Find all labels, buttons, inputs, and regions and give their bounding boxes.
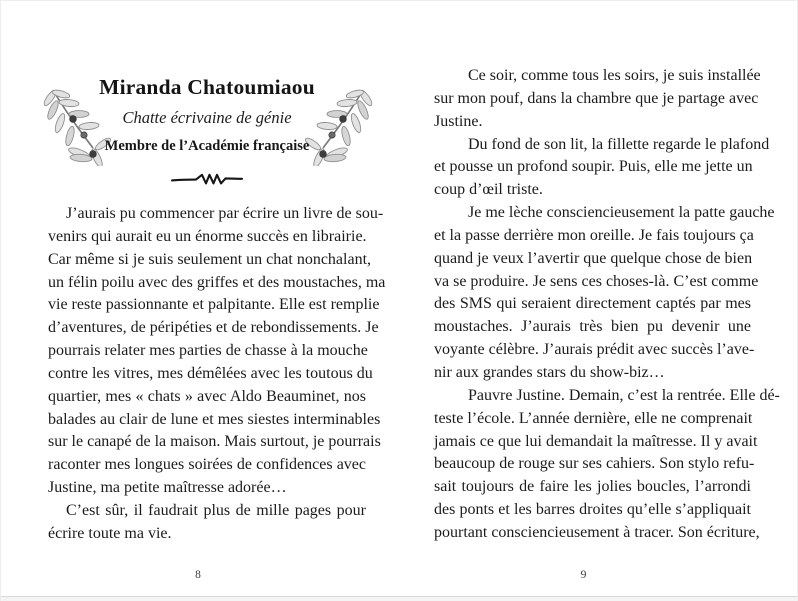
text-line: voyante célèbre. J’aurais prédit avec succès l’ave-	[434, 341, 755, 359]
text-line: un félin poilu avec des griffes et des moustaches, ma	[48, 273, 386, 291]
text-line: raconter mes longues soirées de confidences avec	[48, 456, 366, 474]
text-line: Justine, ma petite maîtresse adorée…	[48, 479, 287, 497]
text-line: teste l’école. L’année dernière, elle ne comprenait	[434, 409, 753, 427]
text-line: venirs qui aurait eu un énorme succès en librairie.	[48, 227, 367, 245]
text-line: des ponts et les barres droites qu’elle s’appliquait	[434, 501, 751, 519]
page-number-right: 9	[580, 569, 587, 581]
text-line: quartier, mes « chats » avec Aldo Beauminet, nos	[48, 387, 366, 405]
text-line: balades au clair de lune et mes siestes interminables	[48, 410, 381, 428]
text-line: Je me lèche consciencieusement la patte gauche	[468, 204, 775, 222]
text-line: moustaches. J’aurais très bien pu devenir une	[434, 318, 751, 336]
text-line: contre les vitres, mes démêlées avec les toutous du	[48, 364, 373, 382]
text-line: et pousse un profond soupir. Puis, elle me jette un	[434, 158, 753, 176]
text-line: quand je veux l’avertir que quelque chose de bien	[434, 249, 753, 267]
text-line: d’aventures, de péripéties et de rebondissements. Je	[48, 319, 379, 337]
rope-twist-divider-icon	[48, 172, 366, 192]
text-line: sur mon pouf, dans la chambre que je partage avec	[434, 89, 759, 107]
text-line: des SMS qui seraient directement captés par mes	[434, 295, 751, 313]
text-line: et la passe derrière mon oreille. Je fais toujours ça	[434, 226, 754, 244]
text-line: J’aurais pu commencer par écrire un livre de sou-	[66, 205, 384, 222]
page-right-text	[434, 65, 780, 545]
text-line: pourrais relater mes parties de chasse à la mouche	[48, 342, 368, 360]
text-line: Ce soir, comme tous les soirs, je suis installée	[468, 67, 761, 84]
text-line: nir aux grandes stars du show-biz…	[434, 363, 665, 381]
text-line: Justine.	[434, 112, 483, 130]
author-subtitle: Chatte écrivaine de génie	[122, 108, 292, 127]
text-line: C’est sûr, il faudrait plus de mille pages pour	[66, 501, 366, 519]
text-line: sait toujours de faire les jolies boucles, l’arrondi	[434, 478, 751, 496]
author-name: Miranda Chatoumiaou	[99, 75, 315, 99]
author-membership: Membre de l’Académie française	[104, 138, 310, 154]
text-line: coup d’œil triste.	[434, 181, 543, 199]
text-line: Pauvre Justine. Demain, c’est la rentrée. Elle dé-	[468, 386, 780, 404]
text-line: Car même si je suis seulement un chat nonchalant,	[48, 250, 372, 268]
text-line: pourtant consciencieusement à tracer. Son écriture,	[434, 523, 760, 541]
text-line: écrire toute ma vie.	[48, 524, 172, 542]
text-line: vie reste passionnante et palpitante. Elle est remplie	[48, 296, 380, 314]
page-right	[434, 1, 780, 601]
text-line: sur le canapé de la maison. Mais surtout, je pourrais	[48, 433, 381, 451]
text-line: jamais ce que lui demandait la maîtresse. Il y avait	[434, 432, 758, 450]
text-line: beaucoup de rouge sur ses cahiers. Son stylo refu-	[434, 455, 755, 473]
page-left-text	[48, 203, 386, 546]
text-line: Du fond de son lit, la fillette regarde le plafond	[468, 135, 770, 153]
text-line: va se produire. Je sens ces choses-là. C’est comme	[434, 272, 759, 290]
window-bottom-edge	[1, 596, 797, 601]
page-left	[48, 1, 386, 601]
page-number-left: 8	[195, 569, 201, 581]
